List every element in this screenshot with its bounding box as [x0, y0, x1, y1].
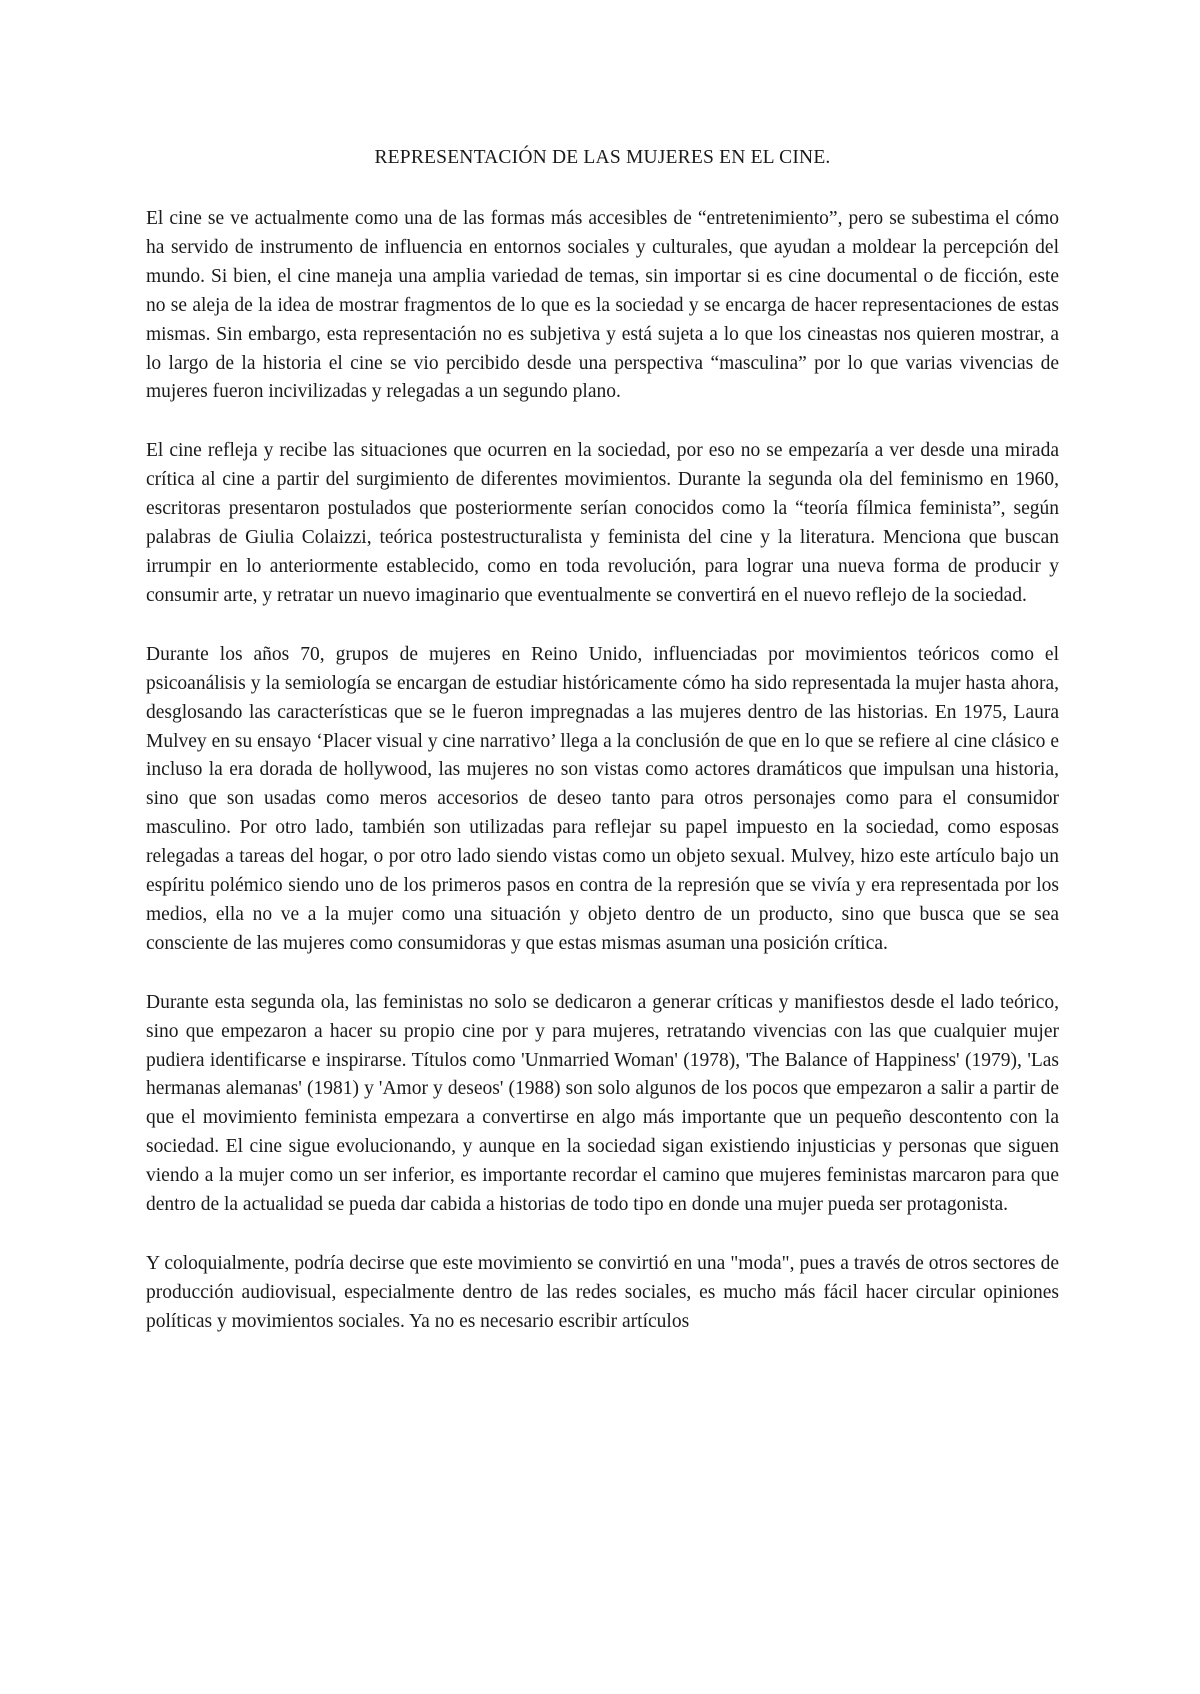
paragraph-1: El cine se ve actualmente como una de las formas más accesibles de “entretenimiento”, pero se subestima el cómo ha servido de instrumento de influencia en entornos sociales y culturales, que ayudan a moldear la percepción del mundo. Si bien, el cine maneja una amplia variedad de temas, sin importar si es cine documental o de ficción, este no se aleja de la idea de mostrar fragmentos de lo que es la sociedad y se encarga de hacer representaciones de estas mismas. Sin embargo, esta representación no es subjetiva y está sujeta a lo que los cineastas nos quieren mostrar, a lo largo de la historia el cine se vio percibido desde una perspectiva “masculina” por lo que varias vivencias de mujeres fueron incivilizadas y relegadas a un segundo plano.	[146, 208, 1059, 403]
paragraph-2: El cine refleja y recibe las situaciones que ocurren en la sociedad, por eso no se empezaría a ver desde una mirada crítica al cine a partir del surgimiento de diferentes movimientos. Durante la segunda ola del feminismo en 1960, escritoras presentaron postulados que posteriormente serían conocidos como la “teoría fílmica feminista”, según palabras de Giulia Colaizzi, teórica postestructuralista y feminista del cine y la literatura. Menciona que buscan irrumpir en lo anteriormente establecido, como en toda revolución, para lograr una nueva forma de producir y consumir arte, y retratar un nuevo imaginario que eventualmente se convertirá en el nuevo reflejo de la sociedad.	[146, 440, 1059, 606]
paragraph-5: Y coloquialmente, podría decirse que este movimiento se convirtió en una "moda", pues a través de otros sectores de producción audiovisual, especialmente dentro de las redes sociales, es mucho más fácil hacer circular opiniones políticas y movimientos sociales. Ya no es necesario escribir artículos	[146, 1253, 1059, 1332]
document-body	[146, 205, 1059, 1367]
paragraph-3: Durante los años 70, grupos de mujeres en Reino Unido, influenciadas por movimientos teóricos como el psicoanálisis y la semiología se encargan de estudiar históricamente cómo ha sido representada la mujer hasta ahora, desglosando las características que se le fueron impregnadas a las mujeres dentro de las historias. En 1975, Laura Mulvey en su ensayo ‘Placer visual y cine narrativo’ llega a la conclusión de que en lo que se refiere al cine clásico e incluso la era dorada de hollywood, las mujeres no son vistas como actores dramáticos que impulsan una historia, sino que son usadas como meros accesorios de deseo tanto para otros personajes como para el consumidor masculino. Por otro lado, también son utilizadas para reflejar su papel impuesto en la sociedad, como esposas relegadas a tareas del hogar, o por otro lado siendo vistas como un objeto sexual. Mulvey, hizo este artículo bajo un espíritu polémico siendo uno de los primeros pasos en contra de la represión que se vivía y era representada por los medios, ella no ve a la mujer como una situación y objeto dentro de un producto, sino que busca que se sea consciente de las mujeres como consumidoras y que estas mismas asuman una posición crítica.	[146, 643, 1059, 954]
paragraph-4: Durante esta segunda ola, las feministas no solo se dedicaron a generar críticas y manifiestos desde el lado teórico, sino que empezaron a hacer su propio cine por y para mujeres, retratando vivencias con las que cualquier mujer pudiera identificarse e inspirarse. Títulos como 'Unmarried Woman' (1978), 'The Balance of Happiness' (1979), 'Las hermanas alemanas' (1981) y 'Amor y deseos' (1988) son solo algunos de los pocos que empezaron a salir a partir de que el movimiento feminista empezara a convertirse en algo más importante que un pequeño descontento con la sociedad. El cine sigue evolucionando, y aunque en la sociedad sigan existiendo injusticias y personas que siguen viendo a la mujer como un ser inferior, es importante recordar el camino que mujeres feministas marcaron para que dentro de la actualidad se pueda dar cabida a historias de todo tipo en donde una mujer pueda ser protagonista.	[146, 991, 1059, 1216]
document-title: REPRESENTACIÓN DE LAS MUJERES EN EL CINE.	[374, 147, 831, 168]
